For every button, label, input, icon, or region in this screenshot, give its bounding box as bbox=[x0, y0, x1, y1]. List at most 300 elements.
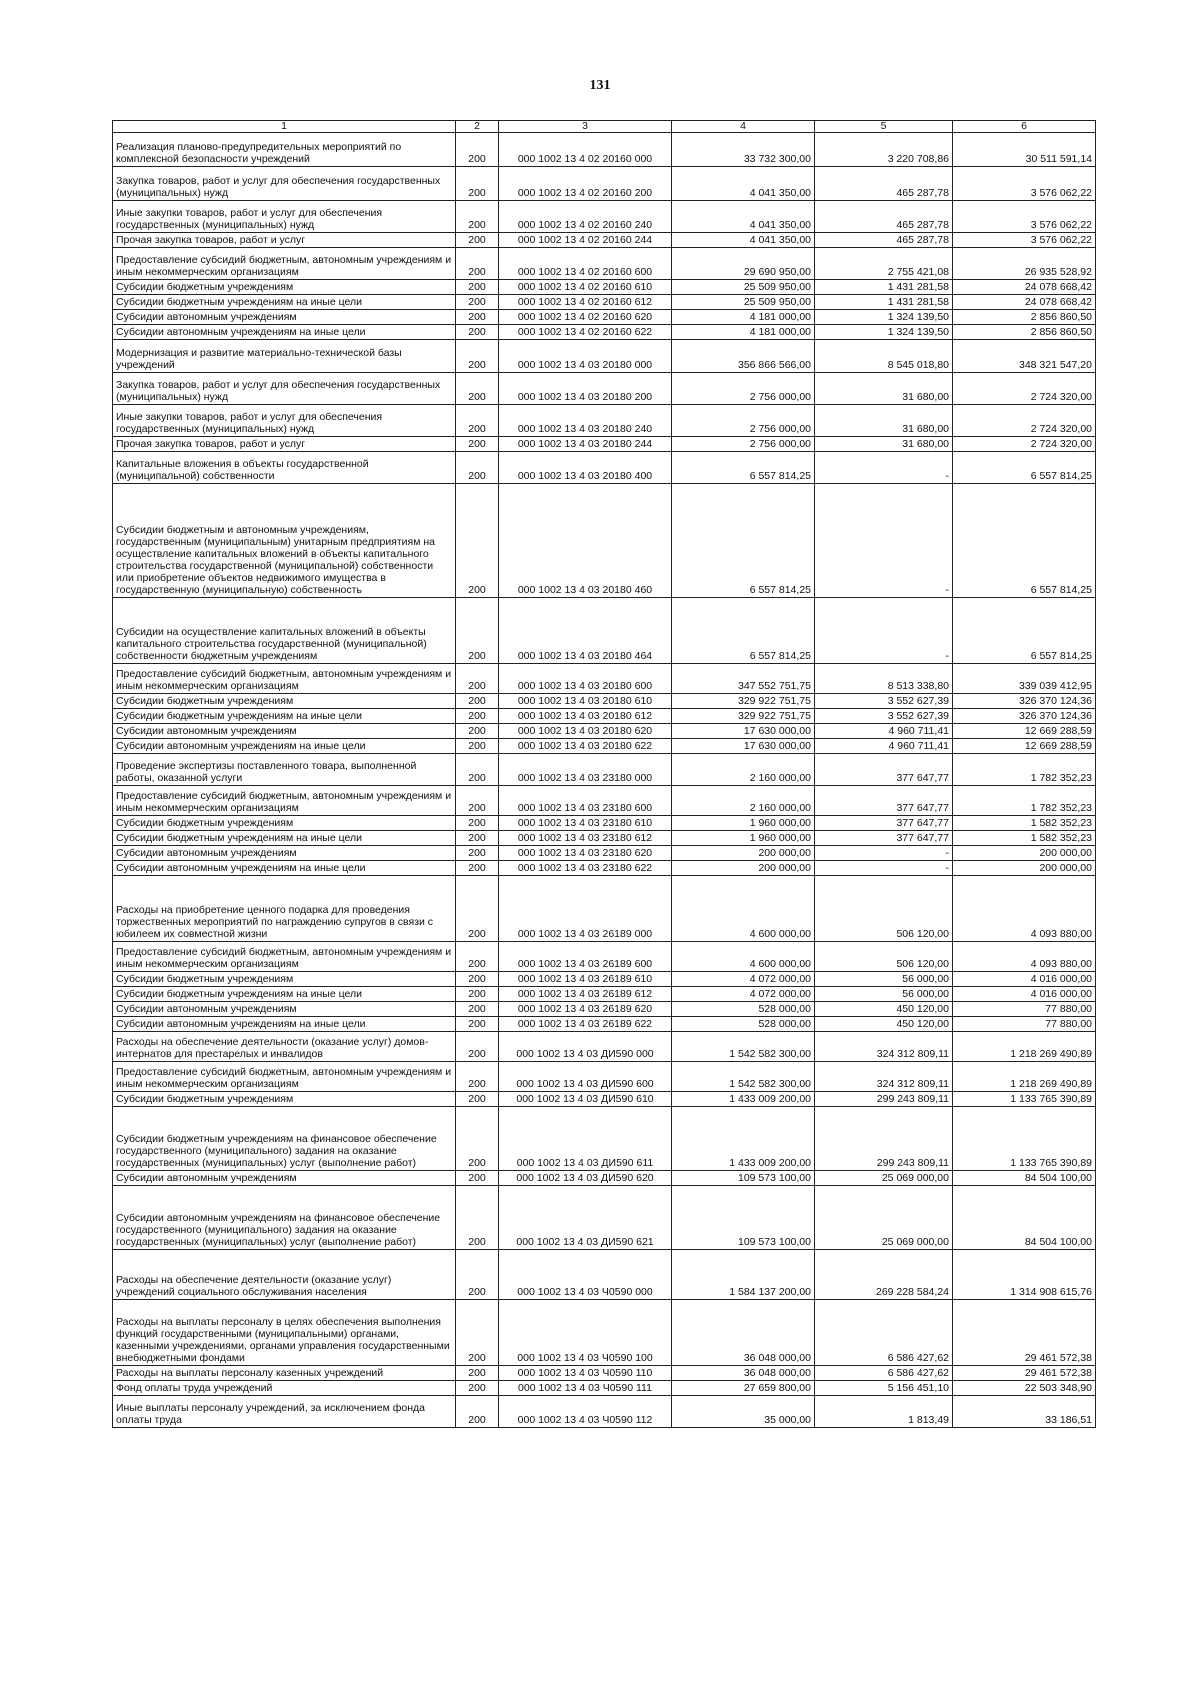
table-row bbox=[113, 340, 1096, 373]
row-budget-code-cell: 000 1002 13 4 03 26189 622 bbox=[499, 1017, 672, 1032]
row-executed-amount-cell: - bbox=[815, 846, 953, 861]
row-admin-code-cell: 200 bbox=[456, 280, 499, 295]
row-name-cell: Субсидии бюджетным учреждениям bbox=[113, 694, 456, 709]
row-name-cell: Субсидии автономным учреждениям bbox=[113, 846, 456, 861]
row-remaining-amount-cell: 24 078 668,42 bbox=[953, 295, 1096, 310]
row-approved-amount-cell: 1 433 009 200,00 bbox=[672, 1107, 815, 1171]
row-executed-amount-cell: 3 220 708,86 bbox=[815, 133, 953, 167]
row-admin-code-cell: 200 bbox=[456, 1186, 499, 1250]
table-row bbox=[113, 861, 1096, 876]
row-name-cell: Проведение экспертизы поставленного товара, выполненной работы, оказанной услуги bbox=[113, 754, 456, 786]
row-remaining-amount-cell: 77 880,00 bbox=[953, 1017, 1096, 1032]
row-name-cell: Фонд оплаты труда учреждений bbox=[113, 1381, 456, 1396]
row-remaining-amount-cell: 3 576 062,22 bbox=[953, 233, 1096, 248]
row-remaining-amount-cell: 1 782 352,23 bbox=[953, 786, 1096, 816]
table-row bbox=[113, 1396, 1096, 1428]
row-executed-amount-cell: - bbox=[815, 484, 953, 598]
row-name-cell: Иные выплаты персоналу учреждений, за исключением фонда оплаты труда bbox=[113, 1396, 456, 1428]
row-executed-amount-cell: 506 120,00 bbox=[815, 876, 953, 942]
row-executed-amount-cell: 269 228 584,24 bbox=[815, 1250, 953, 1300]
row-admin-code-cell: 200 bbox=[456, 167, 499, 201]
row-remaining-amount-cell: 326 370 124,36 bbox=[953, 694, 1096, 709]
row-approved-amount-cell: 36 048 000,00 bbox=[672, 1366, 815, 1381]
row-budget-code-cell: 000 1002 13 4 03 20180 460 bbox=[499, 484, 672, 598]
row-admin-code-cell: 200 bbox=[456, 786, 499, 816]
row-approved-amount-cell: 4 041 350,00 bbox=[672, 233, 815, 248]
row-budget-code-cell: 000 1002 13 4 03 ДИ590 610 bbox=[499, 1092, 672, 1107]
table-row bbox=[113, 709, 1096, 724]
row-remaining-amount-cell: 6 557 814,25 bbox=[953, 484, 1096, 598]
column-header-5: 5 bbox=[815, 121, 953, 133]
row-budget-code-cell: 000 1002 13 4 03 26189 610 bbox=[499, 972, 672, 987]
row-approved-amount-cell: 4 041 350,00 bbox=[672, 201, 815, 233]
row-remaining-amount-cell: 1 218 269 490,89 bbox=[953, 1062, 1096, 1092]
row-executed-amount-cell: 56 000,00 bbox=[815, 987, 953, 1002]
table-row bbox=[113, 405, 1096, 437]
row-executed-amount-cell: 2 755 421,08 bbox=[815, 248, 953, 280]
row-approved-amount-cell: 2 756 000,00 bbox=[672, 373, 815, 405]
row-remaining-amount-cell: 1 582 352,23 bbox=[953, 831, 1096, 846]
row-executed-amount-cell: 31 680,00 bbox=[815, 405, 953, 437]
row-budget-code-cell: 000 1002 13 4 03 26189 000 bbox=[499, 876, 672, 942]
row-remaining-amount-cell: 339 039 412,95 bbox=[953, 664, 1096, 694]
row-remaining-amount-cell: 12 669 288,59 bbox=[953, 739, 1096, 754]
row-admin-code-cell: 200 bbox=[456, 1107, 499, 1171]
row-approved-amount-cell: 2 756 000,00 bbox=[672, 405, 815, 437]
row-remaining-amount-cell: 1 582 352,23 bbox=[953, 816, 1096, 831]
row-admin-code-cell: 200 bbox=[456, 987, 499, 1002]
row-executed-amount-cell: 324 312 809,11 bbox=[815, 1032, 953, 1062]
row-executed-amount-cell: 3 552 627,39 bbox=[815, 709, 953, 724]
row-executed-amount-cell: 6 586 427,62 bbox=[815, 1300, 953, 1366]
row-budget-code-cell: 000 1002 13 4 03 Ч0590 112 bbox=[499, 1396, 672, 1428]
row-executed-amount-cell: 299 243 809,11 bbox=[815, 1092, 953, 1107]
row-approved-amount-cell: 6 557 814,25 bbox=[672, 484, 815, 598]
row-executed-amount-cell: 3 552 627,39 bbox=[815, 694, 953, 709]
row-budget-code-cell: 000 1002 13 4 02 20160 244 bbox=[499, 233, 672, 248]
row-admin-code-cell: 200 bbox=[456, 452, 499, 484]
row-name-cell: Субсидии бюджетным учреждениям на иные цели bbox=[113, 295, 456, 310]
row-name-cell: Субсидии автономным учреждениям на иные цели bbox=[113, 325, 456, 340]
row-approved-amount-cell: 1 960 000,00 bbox=[672, 831, 815, 846]
row-executed-amount-cell: 377 647,77 bbox=[815, 754, 953, 786]
row-admin-code-cell: 200 bbox=[456, 437, 499, 452]
row-approved-amount-cell: 25 509 950,00 bbox=[672, 280, 815, 295]
row-approved-amount-cell: 4 041 350,00 bbox=[672, 167, 815, 201]
row-executed-amount-cell: 25 069 000,00 bbox=[815, 1186, 953, 1250]
table-row bbox=[113, 831, 1096, 846]
row-admin-code-cell: 200 bbox=[456, 484, 499, 598]
row-budget-code-cell: 000 1002 13 4 03 20180 464 bbox=[499, 598, 672, 664]
row-executed-amount-cell: 377 647,77 bbox=[815, 831, 953, 846]
row-budget-code-cell: 000 1002 13 4 03 23180 610 bbox=[499, 816, 672, 831]
row-approved-amount-cell: 36 048 000,00 bbox=[672, 1300, 815, 1366]
row-name-cell: Субсидии бюджетным учреждениям bbox=[113, 972, 456, 987]
row-executed-amount-cell: 377 647,77 bbox=[815, 816, 953, 831]
row-approved-amount-cell: 347 552 751,75 bbox=[672, 664, 815, 694]
table-row bbox=[113, 1381, 1096, 1396]
row-budget-code-cell: 000 1002 13 4 03 Ч0590 110 bbox=[499, 1366, 672, 1381]
table-row bbox=[113, 373, 1096, 405]
row-admin-code-cell: 200 bbox=[456, 248, 499, 280]
row-admin-code-cell: 200 bbox=[456, 373, 499, 405]
row-name-cell: Предоставление субсидий бюджетным, автономным учреждениям и иным некоммерческим организациям bbox=[113, 942, 456, 972]
row-remaining-amount-cell: 24 078 668,42 bbox=[953, 280, 1096, 295]
table-row bbox=[113, 972, 1096, 987]
row-remaining-amount-cell: 26 935 528,92 bbox=[953, 248, 1096, 280]
table-row bbox=[113, 1002, 1096, 1017]
row-name-cell: Предоставление субсидий бюджетным, автономным учреждениям и иным некоммерческим организациям bbox=[113, 248, 456, 280]
row-remaining-amount-cell: 2 724 320,00 bbox=[953, 437, 1096, 452]
row-remaining-amount-cell: 1 218 269 490,89 bbox=[953, 1032, 1096, 1062]
row-budget-code-cell: 000 1002 13 4 03 20180 620 bbox=[499, 724, 672, 739]
row-executed-amount-cell: - bbox=[815, 598, 953, 664]
row-remaining-amount-cell: 12 669 288,59 bbox=[953, 724, 1096, 739]
row-executed-amount-cell: 8 545 018,80 bbox=[815, 340, 953, 373]
row-approved-amount-cell: 4 600 000,00 bbox=[672, 942, 815, 972]
row-admin-code-cell: 200 bbox=[456, 1171, 499, 1186]
row-name-cell: Субсидии автономным учреждениям bbox=[113, 310, 456, 325]
row-approved-amount-cell: 17 630 000,00 bbox=[672, 739, 815, 754]
row-executed-amount-cell: 450 120,00 bbox=[815, 1002, 953, 1017]
row-executed-amount-cell: 6 586 427,62 bbox=[815, 1366, 953, 1381]
row-budget-code-cell: 000 1002 13 4 02 20160 620 bbox=[499, 310, 672, 325]
row-name-cell: Иные закупки товаров, работ и услуг для обеспечения государственных (муниципальных) нужд bbox=[113, 201, 456, 233]
table-row bbox=[113, 452, 1096, 484]
row-name-cell: Субсидии бюджетным и автономным учреждениям, государственным (муниципальным) унитарным предприятиям на осуществление капитальных вложений в объекты капитального строительства государственной (муниципальной) собственности или приобретение объектов недвижимого имущества в государственную (муниципальную) собственность bbox=[113, 484, 456, 598]
row-budget-code-cell: 000 1002 13 4 03 23180 000 bbox=[499, 754, 672, 786]
row-admin-code-cell: 200 bbox=[456, 846, 499, 861]
row-name-cell: Субсидии на осуществление капитальных вложений в объекты капитального строительства государственной (муниципальной) собственности бюджетным учреждениям bbox=[113, 598, 456, 664]
row-remaining-amount-cell: 33 186,51 bbox=[953, 1396, 1096, 1428]
table-row bbox=[113, 1107, 1096, 1171]
row-remaining-amount-cell: 2 856 860,50 bbox=[953, 310, 1096, 325]
table-row bbox=[113, 876, 1096, 942]
table-row bbox=[113, 1366, 1096, 1381]
row-remaining-amount-cell: 30 511 591,14 bbox=[953, 133, 1096, 167]
row-name-cell: Субсидии бюджетным учреждениям на иные цели bbox=[113, 987, 456, 1002]
row-admin-code-cell: 200 bbox=[456, 694, 499, 709]
row-remaining-amount-cell: 348 321 547,20 bbox=[953, 340, 1096, 373]
row-remaining-amount-cell: 4 016 000,00 bbox=[953, 987, 1096, 1002]
table-header-row bbox=[113, 121, 1096, 133]
row-approved-amount-cell: 4 600 000,00 bbox=[672, 876, 815, 942]
row-admin-code-cell: 200 bbox=[456, 1381, 499, 1396]
row-admin-code-cell: 200 bbox=[456, 831, 499, 846]
row-remaining-amount-cell: 1 133 765 390,89 bbox=[953, 1092, 1096, 1107]
table-row bbox=[113, 248, 1096, 280]
row-remaining-amount-cell: 4 093 880,00 bbox=[953, 876, 1096, 942]
row-budget-code-cell: 000 1002 13 4 03 ДИ590 600 bbox=[499, 1062, 672, 1092]
table-row bbox=[113, 1186, 1096, 1250]
row-budget-code-cell: 000 1002 13 4 03 26189 600 bbox=[499, 942, 672, 972]
row-name-cell: Субсидии бюджетным учреждениям bbox=[113, 1092, 456, 1107]
row-executed-amount-cell: 1 431 281,58 bbox=[815, 280, 953, 295]
row-budget-code-cell: 000 1002 13 4 03 20180 600 bbox=[499, 664, 672, 694]
row-executed-amount-cell: 25 069 000,00 bbox=[815, 1171, 953, 1186]
row-approved-amount-cell: 17 630 000,00 bbox=[672, 724, 815, 739]
column-header-4: 4 bbox=[672, 121, 815, 133]
table-row bbox=[113, 1092, 1096, 1107]
row-executed-amount-cell: 4 960 711,41 bbox=[815, 724, 953, 739]
row-approved-amount-cell: 29 690 950,00 bbox=[672, 248, 815, 280]
row-budget-code-cell: 000 1002 13 4 03 Ч0590 100 bbox=[499, 1300, 672, 1366]
row-name-cell: Расходы на выплаты персоналу в целях обеспечения выполнения функций государственными (муниципальными) органами, казенными учреждениями, органами управления государственными внебюджетными фондами bbox=[113, 1300, 456, 1366]
table-row bbox=[113, 1171, 1096, 1186]
row-admin-code-cell: 200 bbox=[456, 1032, 499, 1062]
row-budget-code-cell: 000 1002 13 4 02 20160 000 bbox=[499, 133, 672, 167]
row-executed-amount-cell: 450 120,00 bbox=[815, 1017, 953, 1032]
table-row bbox=[113, 437, 1096, 452]
row-budget-code-cell: 000 1002 13 4 02 20160 240 bbox=[499, 201, 672, 233]
table-row bbox=[113, 233, 1096, 248]
row-budget-code-cell: 000 1002 13 4 02 20160 622 bbox=[499, 325, 672, 340]
row-executed-amount-cell: 1 431 281,58 bbox=[815, 295, 953, 310]
table-row bbox=[113, 1062, 1096, 1092]
row-approved-amount-cell: 356 866 566,00 bbox=[672, 340, 815, 373]
row-executed-amount-cell: 465 287,78 bbox=[815, 233, 953, 248]
row-name-cell: Расходы на обеспечение деятельности (оказание услуг) учреждений социального обслуживания населения bbox=[113, 1250, 456, 1300]
row-name-cell: Субсидии бюджетным учреждениям на иные цели bbox=[113, 709, 456, 724]
table-row bbox=[113, 942, 1096, 972]
row-approved-amount-cell: 4 181 000,00 bbox=[672, 325, 815, 340]
row-budget-code-cell: 000 1002 13 4 03 Ч0590 111 bbox=[499, 1381, 672, 1396]
row-remaining-amount-cell: 2 724 320,00 bbox=[953, 373, 1096, 405]
row-executed-amount-cell: 5 156 451,10 bbox=[815, 1381, 953, 1396]
row-name-cell: Прочая закупка товаров, работ и услуг bbox=[113, 437, 456, 452]
row-name-cell: Закупка товаров, работ и услуг для обеспечения государственных (муниципальных) нужд bbox=[113, 373, 456, 405]
row-remaining-amount-cell: 1 314 908 615,76 bbox=[953, 1250, 1096, 1300]
row-remaining-amount-cell: 3 576 062,22 bbox=[953, 167, 1096, 201]
row-budget-code-cell: 000 1002 13 4 02 20160 612 bbox=[499, 295, 672, 310]
row-approved-amount-cell: 200 000,00 bbox=[672, 861, 815, 876]
row-executed-amount-cell: 324 312 809,11 bbox=[815, 1062, 953, 1092]
row-approved-amount-cell: 1 542 582 300,00 bbox=[672, 1032, 815, 1062]
row-remaining-amount-cell: 1 133 765 390,89 bbox=[953, 1107, 1096, 1171]
row-budget-code-cell: 000 1002 13 4 03 ДИ590 611 bbox=[499, 1107, 672, 1171]
table-row bbox=[113, 598, 1096, 664]
budget-table bbox=[112, 120, 1096, 1428]
row-admin-code-cell: 200 bbox=[456, 942, 499, 972]
row-approved-amount-cell: 33 732 300,00 bbox=[672, 133, 815, 167]
row-name-cell: Субсидии автономным учреждениям на иные цели bbox=[113, 1017, 456, 1032]
row-name-cell: Предоставление субсидий бюджетным, автономным учреждениям и иным некоммерческим организациям bbox=[113, 1062, 456, 1092]
column-header-6: 6 bbox=[953, 121, 1096, 133]
row-remaining-amount-cell: 3 576 062,22 bbox=[953, 201, 1096, 233]
row-remaining-amount-cell: 22 503 348,90 bbox=[953, 1381, 1096, 1396]
table-row bbox=[113, 133, 1096, 167]
row-admin-code-cell: 200 bbox=[456, 1062, 499, 1092]
row-budget-code-cell: 000 1002 13 4 03 20180 244 bbox=[499, 437, 672, 452]
row-admin-code-cell: 200 bbox=[456, 233, 499, 248]
row-approved-amount-cell: 109 573 100,00 bbox=[672, 1186, 815, 1250]
row-name-cell: Субсидии автономным учреждениям bbox=[113, 1002, 456, 1017]
table-row bbox=[113, 754, 1096, 786]
row-budget-code-cell: 000 1002 13 4 03 20180 240 bbox=[499, 405, 672, 437]
row-executed-amount-cell: 299 243 809,11 bbox=[815, 1107, 953, 1171]
row-admin-code-cell: 200 bbox=[456, 754, 499, 786]
row-admin-code-cell: 200 bbox=[456, 201, 499, 233]
row-budget-code-cell: 000 1002 13 4 03 ДИ590 620 bbox=[499, 1171, 672, 1186]
row-remaining-amount-cell: 29 461 572,38 bbox=[953, 1366, 1096, 1381]
row-executed-amount-cell: 31 680,00 bbox=[815, 373, 953, 405]
row-budget-code-cell: 000 1002 13 4 02 20160 200 bbox=[499, 167, 672, 201]
row-admin-code-cell: 200 bbox=[456, 1017, 499, 1032]
row-executed-amount-cell: 1 813,49 bbox=[815, 1396, 953, 1428]
row-approved-amount-cell: 27 659 800,00 bbox=[672, 1381, 815, 1396]
row-budget-code-cell: 000 1002 13 4 03 20180 000 bbox=[499, 340, 672, 373]
row-approved-amount-cell: 200 000,00 bbox=[672, 846, 815, 861]
row-budget-code-cell: 000 1002 13 4 03 20180 612 bbox=[499, 709, 672, 724]
row-admin-code-cell: 200 bbox=[456, 1300, 499, 1366]
row-admin-code-cell: 200 bbox=[456, 739, 499, 754]
table-row bbox=[113, 310, 1096, 325]
row-budget-code-cell: 000 1002 13 4 03 ДИ590 621 bbox=[499, 1186, 672, 1250]
row-remaining-amount-cell: 2 724 320,00 bbox=[953, 405, 1096, 437]
row-admin-code-cell: 200 bbox=[456, 664, 499, 694]
table-row bbox=[113, 1017, 1096, 1032]
table-row bbox=[113, 484, 1096, 598]
row-remaining-amount-cell: 200 000,00 bbox=[953, 861, 1096, 876]
table-row bbox=[113, 167, 1096, 201]
row-budget-code-cell: 000 1002 13 4 03 20180 200 bbox=[499, 373, 672, 405]
row-admin-code-cell: 200 bbox=[456, 709, 499, 724]
row-budget-code-cell: 000 1002 13 4 02 20160 600 bbox=[499, 248, 672, 280]
row-name-cell: Капитальные вложения в объекты государственной (муниципальной) собственности bbox=[113, 452, 456, 484]
table-row bbox=[113, 1300, 1096, 1366]
row-remaining-amount-cell: 6 557 814,25 bbox=[953, 452, 1096, 484]
row-name-cell: Прочая закупка товаров, работ и услуг bbox=[113, 233, 456, 248]
row-remaining-amount-cell: 4 016 000,00 bbox=[953, 972, 1096, 987]
row-executed-amount-cell: 4 960 711,41 bbox=[815, 739, 953, 754]
row-admin-code-cell: 200 bbox=[456, 1002, 499, 1017]
row-admin-code-cell: 200 bbox=[456, 972, 499, 987]
row-admin-code-cell: 200 bbox=[456, 295, 499, 310]
row-remaining-amount-cell: 326 370 124,36 bbox=[953, 709, 1096, 724]
row-name-cell: Субсидии автономным учреждениям bbox=[113, 724, 456, 739]
row-budget-code-cell: 000 1002 13 4 03 ДИ590 000 bbox=[499, 1032, 672, 1062]
row-remaining-amount-cell: 200 000,00 bbox=[953, 846, 1096, 861]
row-approved-amount-cell: 4 181 000,00 bbox=[672, 310, 815, 325]
table-row bbox=[113, 1250, 1096, 1300]
row-approved-amount-cell: 1 584 137 200,00 bbox=[672, 1250, 815, 1300]
row-approved-amount-cell: 109 573 100,00 bbox=[672, 1171, 815, 1186]
row-executed-amount-cell: 465 287,78 bbox=[815, 167, 953, 201]
row-name-cell: Расходы на приобретение ценного подарка для проведения торжественных мероприятий по награждению супругов в связи с юбилеем их совместной жизни bbox=[113, 876, 456, 942]
table-row bbox=[113, 280, 1096, 295]
row-approved-amount-cell: 2 756 000,00 bbox=[672, 437, 815, 452]
table-row bbox=[113, 724, 1096, 739]
row-approved-amount-cell: 329 922 751,75 bbox=[672, 694, 815, 709]
row-approved-amount-cell: 4 072 000,00 bbox=[672, 987, 815, 1002]
row-executed-amount-cell: - bbox=[815, 861, 953, 876]
page-number: 131 bbox=[589, 78, 611, 93]
row-admin-code-cell: 200 bbox=[456, 325, 499, 340]
row-approved-amount-cell: 35 000,00 bbox=[672, 1396, 815, 1428]
table-row bbox=[113, 325, 1096, 340]
row-budget-code-cell: 000 1002 13 4 02 20160 610 bbox=[499, 280, 672, 295]
row-approved-amount-cell: 1 433 009 200,00 bbox=[672, 1092, 815, 1107]
row-remaining-amount-cell: 1 782 352,23 bbox=[953, 754, 1096, 786]
row-executed-amount-cell: 8 513 338,80 bbox=[815, 664, 953, 694]
row-remaining-amount-cell: 84 504 100,00 bbox=[953, 1186, 1096, 1250]
row-admin-code-cell: 200 bbox=[456, 405, 499, 437]
row-name-cell: Субсидии бюджетным учреждениям bbox=[113, 816, 456, 831]
row-budget-code-cell: 000 1002 13 4 03 26189 612 bbox=[499, 987, 672, 1002]
row-approved-amount-cell: 1 542 582 300,00 bbox=[672, 1062, 815, 1092]
row-executed-amount-cell: 1 324 139,50 bbox=[815, 325, 953, 340]
row-budget-code-cell: 000 1002 13 4 03 20180 610 bbox=[499, 694, 672, 709]
row-remaining-amount-cell: 6 557 814,25 bbox=[953, 598, 1096, 664]
row-executed-amount-cell: 1 324 139,50 bbox=[815, 310, 953, 325]
row-approved-amount-cell: 1 960 000,00 bbox=[672, 816, 815, 831]
row-budget-code-cell: 000 1002 13 4 03 23180 600 bbox=[499, 786, 672, 816]
row-name-cell: Субсидии автономным учреждениям на иные цели bbox=[113, 861, 456, 876]
column-header-1: 1 bbox=[113, 121, 456, 133]
row-admin-code-cell: 200 bbox=[456, 1396, 499, 1428]
row-executed-amount-cell: - bbox=[815, 452, 953, 484]
row-admin-code-cell: 200 bbox=[456, 1366, 499, 1381]
table-row bbox=[113, 987, 1096, 1002]
row-executed-amount-cell: 465 287,78 bbox=[815, 201, 953, 233]
row-approved-amount-cell: 6 557 814,25 bbox=[672, 452, 815, 484]
row-remaining-amount-cell: 29 461 572,38 bbox=[953, 1300, 1096, 1366]
row-name-cell: Модернизация и развитие материально-технической базы учреждений bbox=[113, 340, 456, 373]
row-name-cell: Предоставление субсидий бюджетным, автономным учреждениям и иным некоммерческим организациям bbox=[113, 664, 456, 694]
row-budget-code-cell: 000 1002 13 4 03 23180 622 bbox=[499, 861, 672, 876]
table-row bbox=[113, 664, 1096, 694]
row-name-cell: Субсидии бюджетным учреждениям bbox=[113, 280, 456, 295]
table-body bbox=[113, 133, 1096, 1428]
row-admin-code-cell: 200 bbox=[456, 724, 499, 739]
row-admin-code-cell: 200 bbox=[456, 816, 499, 831]
row-budget-code-cell: 000 1002 13 4 03 23180 620 bbox=[499, 846, 672, 861]
row-name-cell: Субсидии автономным учреждениям на финансовое обеспечение государственного (муниципального) задания на оказание государственных (муниципальных) услуг (выполнение работ) bbox=[113, 1186, 456, 1250]
column-header-3: 3 bbox=[499, 121, 672, 133]
row-approved-amount-cell: 528 000,00 bbox=[672, 1002, 815, 1017]
row-admin-code-cell: 200 bbox=[456, 876, 499, 942]
row-admin-code-cell: 200 bbox=[456, 133, 499, 167]
row-name-cell: Расходы на выплаты персоналу казенных учреждений bbox=[113, 1366, 456, 1381]
row-executed-amount-cell: 506 120,00 bbox=[815, 942, 953, 972]
row-admin-code-cell: 200 bbox=[456, 861, 499, 876]
row-name-cell: Субсидии бюджетным учреждениям на иные цели bbox=[113, 831, 456, 846]
row-approved-amount-cell: 6 557 814,25 bbox=[672, 598, 815, 664]
row-executed-amount-cell: 56 000,00 bbox=[815, 972, 953, 987]
row-executed-amount-cell: 377 647,77 bbox=[815, 786, 953, 816]
row-name-cell: Реализация планово-предупредительных мероприятий по комплексной безопасности учреждений bbox=[113, 133, 456, 167]
row-admin-code-cell: 200 bbox=[456, 598, 499, 664]
row-approved-amount-cell: 4 072 000,00 bbox=[672, 972, 815, 987]
row-name-cell: Иные закупки товаров, работ и услуг для обеспечения государственных (муниципальных) нужд bbox=[113, 405, 456, 437]
row-admin-code-cell: 200 bbox=[456, 340, 499, 373]
row-budget-code-cell: 000 1002 13 4 03 Ч0590 000 bbox=[499, 1250, 672, 1300]
row-approved-amount-cell: 25 509 950,00 bbox=[672, 295, 815, 310]
row-approved-amount-cell: 329 922 751,75 bbox=[672, 709, 815, 724]
row-name-cell: Закупка товаров, работ и услуг для обеспечения государственных (муниципальных) нужд bbox=[113, 167, 456, 201]
row-remaining-amount-cell: 4 093 880,00 bbox=[953, 942, 1096, 972]
row-admin-code-cell: 200 bbox=[456, 1250, 499, 1300]
row-remaining-amount-cell: 2 856 860,50 bbox=[953, 325, 1096, 340]
table-row bbox=[113, 786, 1096, 816]
row-admin-code-cell: 200 bbox=[456, 1092, 499, 1107]
row-budget-code-cell: 000 1002 13 4 03 26189 620 bbox=[499, 1002, 672, 1017]
table-row bbox=[113, 816, 1096, 831]
row-name-cell: Субсидии автономным учреждениям bbox=[113, 1171, 456, 1186]
row-name-cell: Субсидии автономным учреждениям на иные цели bbox=[113, 739, 456, 754]
row-approved-amount-cell: 2 160 000,00 bbox=[672, 786, 815, 816]
row-name-cell: Расходы на обеспечение деятельности (оказание услуг) домов-интернатов для престарелых и инвалидов bbox=[113, 1032, 456, 1062]
